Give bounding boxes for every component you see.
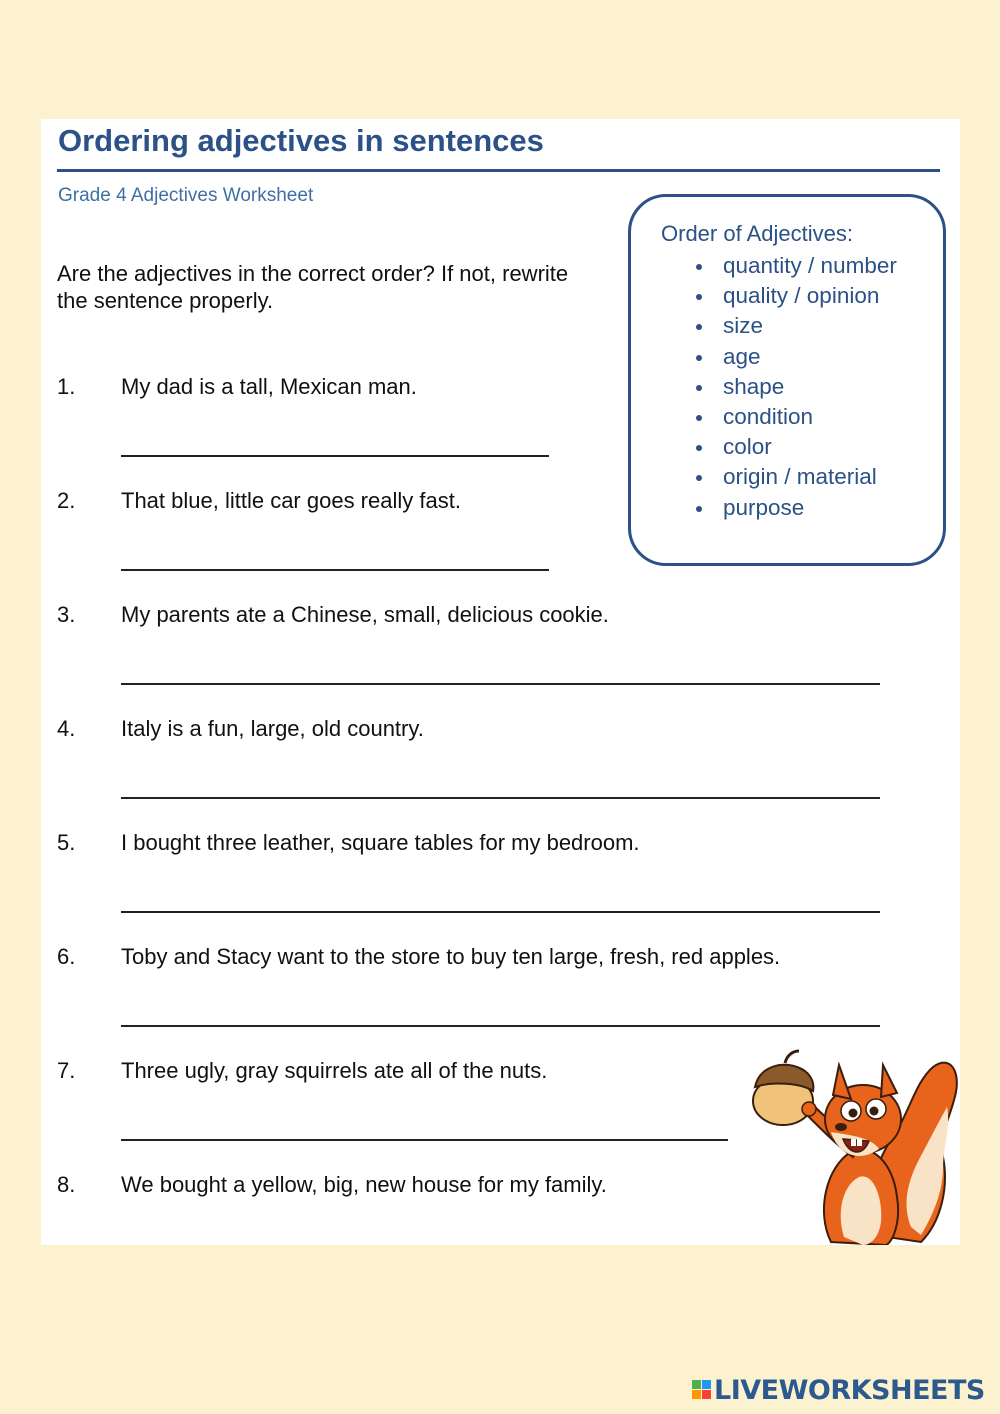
question-number: 3. bbox=[57, 602, 76, 627]
question-number: 2. bbox=[57, 488, 76, 513]
order-item: purpose bbox=[723, 493, 897, 523]
worksheet-page bbox=[41, 119, 960, 1245]
instructions: Are the adjectives in the correct order? If not, rewrite the sentence properly. bbox=[57, 261, 569, 313]
question-number: 8. bbox=[57, 1172, 76, 1197]
brand-text: LIVEWORKSHEETS bbox=[714, 1374, 985, 1406]
question-text: My dad is a tall, Mexican man. bbox=[121, 374, 417, 399]
order-of-adjectives-box bbox=[628, 194, 946, 566]
worksheet-subtitle: Grade 4 Adjectives Worksheet bbox=[58, 185, 314, 206]
question-text: Three ugly, gray squirrels ate all of the nuts. bbox=[121, 1058, 548, 1083]
answer-line-1[interactable] bbox=[121, 455, 549, 457]
squirrel-holding-acorn-icon bbox=[711, 1037, 960, 1245]
answer-line-5[interactable] bbox=[121, 911, 880, 913]
answer-line-3[interactable] bbox=[121, 683, 880, 685]
question-number: 7. bbox=[57, 1058, 76, 1083]
order-item: quality / opinion bbox=[723, 281, 897, 311]
liveworksheets-logo-icon bbox=[692, 1378, 712, 1402]
liveworksheets-brand[interactable] bbox=[692, 1372, 985, 1408]
question-text: We bought a yellow, big, new house for my family. bbox=[121, 1172, 607, 1197]
order-item: age bbox=[723, 342, 897, 372]
order-item: size bbox=[723, 311, 897, 341]
answer-line-4[interactable] bbox=[121, 797, 880, 799]
question-text: Italy is a fun, large, old country. bbox=[121, 716, 424, 741]
answer-line-6[interactable] bbox=[121, 1025, 880, 1027]
answer-line-2[interactable] bbox=[121, 569, 549, 571]
order-item: origin / material bbox=[723, 462, 897, 492]
question-text: I bought three leather, square tables for my bedroom. bbox=[121, 830, 640, 855]
question-text: Toby and Stacy want to the store to buy ten large, fresh, red apples. bbox=[121, 944, 781, 969]
order-box-title: Order of Adjectives: bbox=[661, 221, 853, 246]
title-divider bbox=[57, 169, 940, 172]
question-text: My parents ate a Chinese, small, delicious cookie. bbox=[121, 602, 609, 627]
order-item: condition bbox=[723, 402, 897, 432]
question-number: 4. bbox=[57, 716, 76, 741]
order-item: quantity / number bbox=[723, 251, 897, 281]
order-list bbox=[723, 251, 897, 523]
worksheet-title: Ordering adjectives in sentences bbox=[58, 123, 544, 158]
answer-line-7[interactable] bbox=[121, 1139, 728, 1141]
question-number: 6. bbox=[57, 944, 76, 969]
question-number: 5. bbox=[57, 830, 76, 855]
question-number: 1. bbox=[57, 374, 76, 399]
question-text: That blue, little car goes really fast. bbox=[121, 488, 461, 513]
order-item: color bbox=[723, 432, 897, 462]
order-item: shape bbox=[723, 372, 897, 402]
